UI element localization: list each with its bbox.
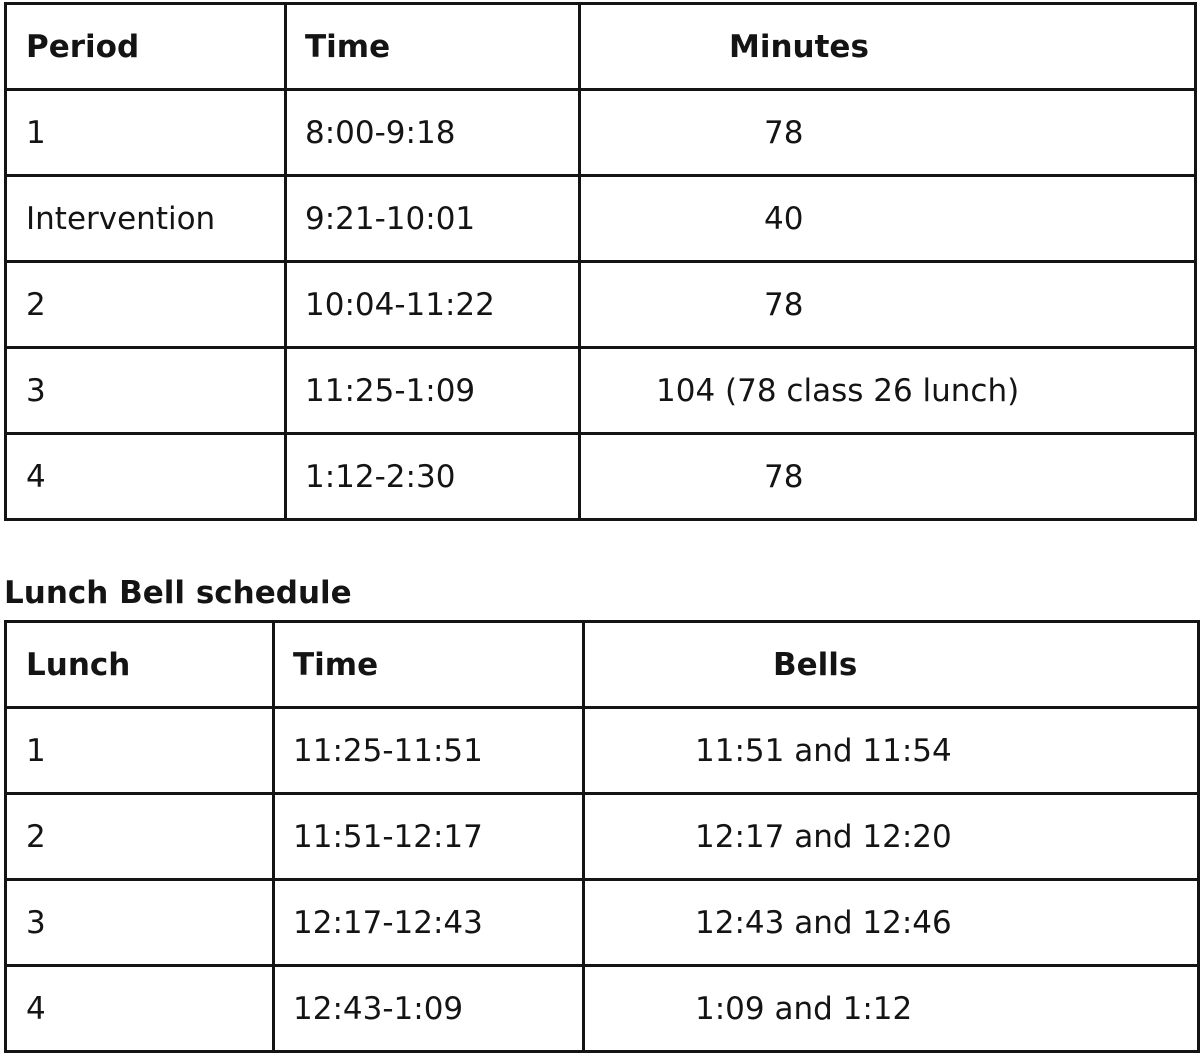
column-header-lunch: Lunch [6, 622, 274, 708]
lunch-cell: 3 [6, 880, 274, 966]
table-header-row [6, 4, 1196, 90]
column-header-time: Time [286, 4, 580, 90]
time-cell: 11:51-12:17 [274, 794, 584, 880]
bells-cell: 1:09 and 1:12 [584, 966, 1199, 1052]
lunch-schedule-heading: Lunch Bell schedule [4, 575, 352, 611]
time-cell: 12:17-12:43 [274, 880, 584, 966]
table-header-row [6, 622, 1199, 708]
lunch-schedule-table [4, 620, 1200, 1053]
table-row [6, 176, 1196, 262]
column-header-period: Period [6, 4, 286, 90]
time-cell: 1:12-2:30 [286, 434, 580, 520]
time-cell: 11:25-1:09 [286, 348, 580, 434]
period-cell: Intervention [6, 176, 286, 262]
table-row [6, 708, 1199, 794]
table-row [6, 348, 1196, 434]
column-header-time: Time [274, 622, 584, 708]
minutes-cell: 40 [580, 176, 1196, 262]
minutes-cell: 104 (78 class 26 lunch) [580, 348, 1196, 434]
time-cell: 9:21-10:01 [286, 176, 580, 262]
period-schedule-table [4, 2, 1197, 521]
time-cell: 11:25-11:51 [274, 708, 584, 794]
column-header-bells: Bells [584, 622, 1199, 708]
period-cell: 1 [6, 90, 286, 176]
lunch-cell: 2 [6, 794, 274, 880]
table-row [6, 794, 1199, 880]
time-cell: 10:04-11:22 [286, 262, 580, 348]
table-row [6, 262, 1196, 348]
minutes-cell: 78 [580, 262, 1196, 348]
period-cell: 2 [6, 262, 286, 348]
table-row [6, 434, 1196, 520]
lunch-cell: 4 [6, 966, 274, 1052]
time-cell: 8:00-9:18 [286, 90, 580, 176]
minutes-cell: 78 [580, 434, 1196, 520]
table-row [6, 966, 1199, 1052]
lunch-cell: 1 [6, 708, 274, 794]
table-row [6, 880, 1199, 966]
period-cell: 4 [6, 434, 286, 520]
table-row [6, 90, 1196, 176]
minutes-cell: 78 [580, 90, 1196, 176]
time-cell: 12:43-1:09 [274, 966, 584, 1052]
column-header-minutes: Minutes [580, 4, 1196, 90]
period-cell: 3 [6, 348, 286, 434]
bells-cell: 11:51 and 11:54 [584, 708, 1199, 794]
bells-cell: 12:43 and 12:46 [584, 880, 1199, 966]
bells-cell: 12:17 and 12:20 [584, 794, 1199, 880]
